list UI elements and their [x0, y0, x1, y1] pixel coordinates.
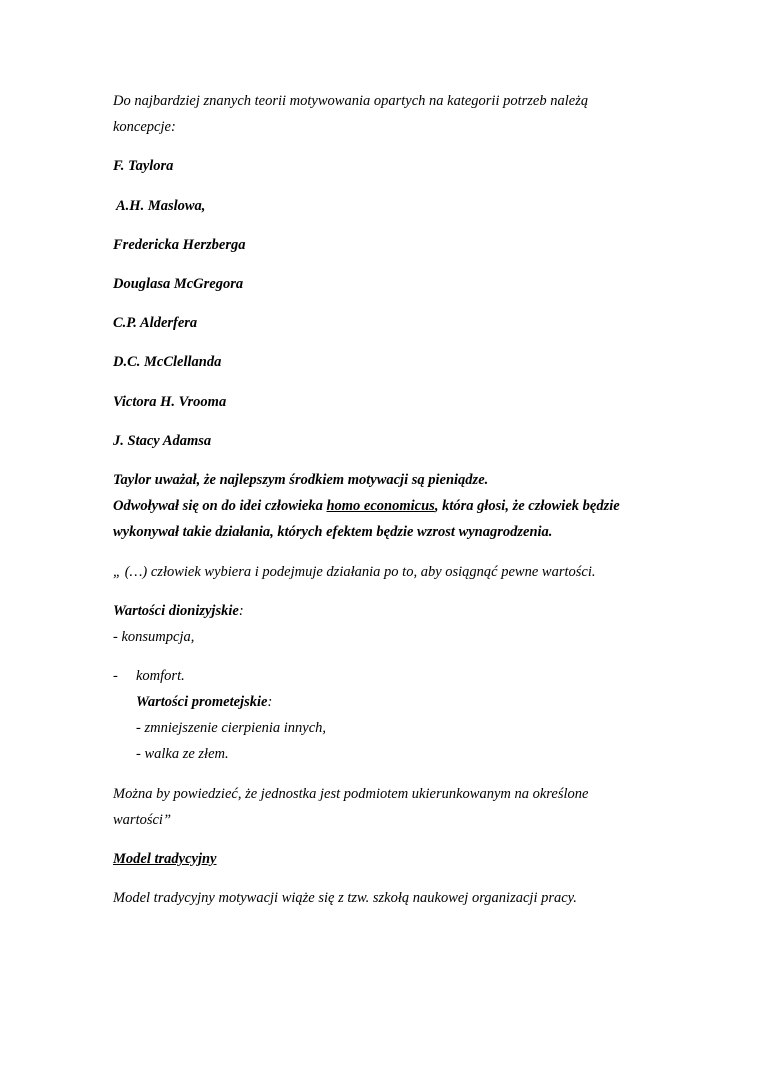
theorist-mcgregor: Douglasa McGregora [113, 276, 244, 292]
taylor-line-1: Taylor uważał, że najlepszym środkiem motywacji są pieniądze. [113, 472, 489, 488]
intro-line-1: Do najbardziej znanych teorii motywowania opartych na kategorii potrzeb należą [113, 93, 589, 109]
theorist-herzberg: Fredericka Herzberga [113, 237, 246, 253]
model-heading: Model tradycyjny [113, 851, 217, 867]
theorist-vroom: Victora H. Vrooma [113, 394, 227, 410]
theorist-mcclelland: D.C. McClellanda [113, 354, 222, 370]
dionysian-heading-line [113, 602, 244, 620]
taylor-line-2 [113, 497, 620, 515]
taylor-line-3: wykonywał takie działania, których efektem będzie wzrost wynagrodzenia. [113, 524, 553, 540]
intro-line-2: koncepcje: [113, 119, 176, 135]
closing-line-2: wartości” [113, 812, 172, 828]
list-dash: - [113, 668, 118, 684]
dionysian-item-comfort: komfort. [136, 668, 185, 684]
promethean-colon: : [267, 694, 273, 710]
theorist-maslow: A.H. Maslowa, [116, 198, 206, 214]
dionysian-heading: Wartości dionizyjskie [113, 603, 239, 619]
quote-line-1: „ (…) człowiek wybiera i podejmuje działania po to, aby osiągnąć pewne wartości. [113, 564, 596, 580]
homo-economicus-term: homo economicus [326, 498, 435, 514]
promethean-item-evil: - walka ze złem. [136, 746, 229, 762]
dionysian-colon: : [238, 603, 244, 619]
taylor-line-2-end: , która głosi, że człowiek będzie [434, 498, 620, 514]
promethean-item-suffering: - zmniejszenie cierpienia innych, [136, 720, 327, 736]
promethean-heading-line [136, 693, 272, 711]
theorist-adams: J. Stacy Adamsa [113, 433, 212, 449]
theorist-alderfer: C.P. Alderfera [113, 315, 198, 331]
model-text: Model tradycyjny motywacji wiąże się z tzw. szkołą naukowej organizacji pracy. [113, 890, 577, 906]
promethean-heading: Wartości prometejskie [136, 694, 268, 710]
theorist-taylor: F. Taylora [113, 158, 174, 174]
closing-line-1: Można by powiedzieć, że jednostka jest podmiotem ukierunkowanym na określone [113, 786, 589, 802]
taylor-line-2-start: Odwoływał się on do idei człowieka [113, 498, 327, 514]
dionysian-item-consumption: - konsumpcja, [113, 629, 195, 645]
